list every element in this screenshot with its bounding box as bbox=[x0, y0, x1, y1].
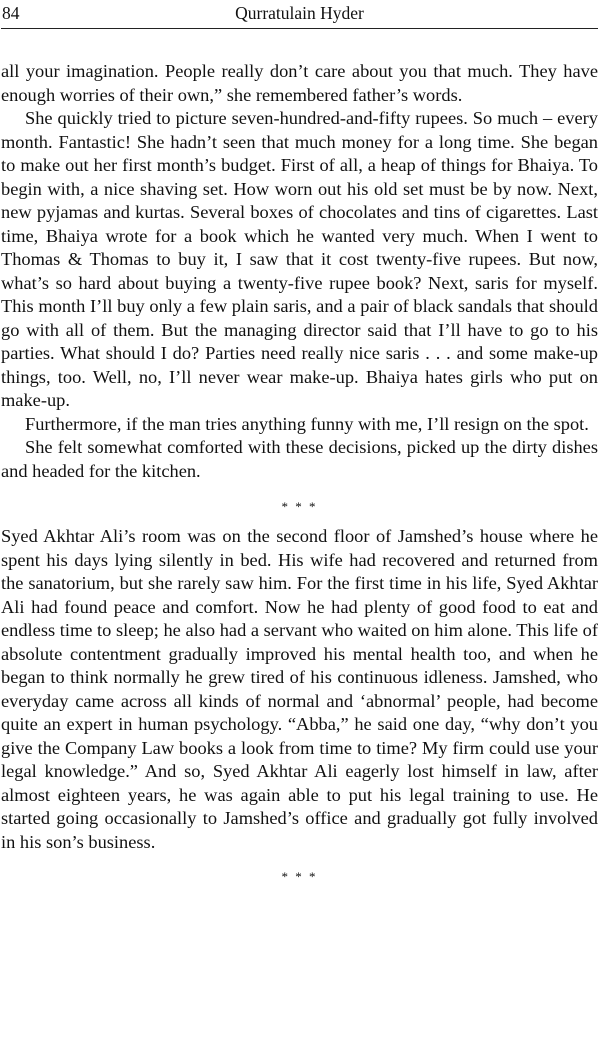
paragraph: Syed Akhtar Ali’s room was on the second floor of Jamshed’s house where he spent his days lying silently in bed. His wife had recovered and returned from the sanatorium, but she rarely saw him. For the first time in his life, Syed Akhtar Ali had found peace and comfort. Now he had plenty of good food to eat and endless time to sleep; he also had a servant who waited on him alone. This life of absolute contentment gradually improved his mental health too, and when he began to think normally he grew tired of his continuous idleness. Jamshed, who everyday came across all kinds of normal and ‘abnormal’ people, had become quite an expert in human psychology. “Abba,” he said one day, “why don’t you give the Company Law books a look from time to time? My firm could use your legal knowledge.” And so, Syed Akhtar Ali eagerly lost himself in law, after almost eighteen years, he was again able to put his legal training to use. He started going occasionally to Jamshed’s office and gradually got fully involved in his son’s business. bbox=[1, 526, 598, 852]
page-body bbox=[1, 29, 598, 883]
section-break: * * * bbox=[281, 499, 318, 514]
paragraph: She quickly tried to picture seven-hundred-and-fifty rupees. So much – every month. Fantastic! She hadn’t seen that much money for a long time. She began to make out her first month’s budget. First of all, a heap of things for Bhaiya. To begin with, a nice shaving set. How worn out his old set must be by now. Next, new pyjamas and kurtas. Several boxes of chocolates and tins of cigarettes. Last time, Bhaiya wrote for a book which he wanted very much. When I went to Thomas & Thomas to buy it, I saw that it cost twenty-five rupees. But now, what’s so hard about buying a twenty-five rupee book? Next, saris for myself. This month I’ll buy only a few plain saris, and a pair of black sandals that should go with all of them. But the managing director said that I’ll have to go to his parties. What should I do? Parties need really nice saris . . . and some make-up things, too. Well, no, I’ll never wear make-up. Bhaiya hates girls who put on make-up. bbox=[1, 108, 598, 410]
paragraph: She felt somewhat comforted with these decisions, picked up the dirty dishes and headed for the kitchen. bbox=[1, 437, 598, 481]
paragraph: Furthermore, if the man tries anything funny with me, I’ll resign on the spot. bbox=[25, 413, 589, 434]
paragraph: all your imagination. People really don’t care about you that much. They have enough worries of their own,” she remembered father’s words. bbox=[1, 61, 598, 105]
page-header bbox=[1, 0, 598, 29]
section-break: * * * bbox=[281, 869, 318, 884]
page-number: 84 bbox=[2, 3, 20, 23]
running-head: Qurratulain Hyder bbox=[235, 3, 364, 23]
